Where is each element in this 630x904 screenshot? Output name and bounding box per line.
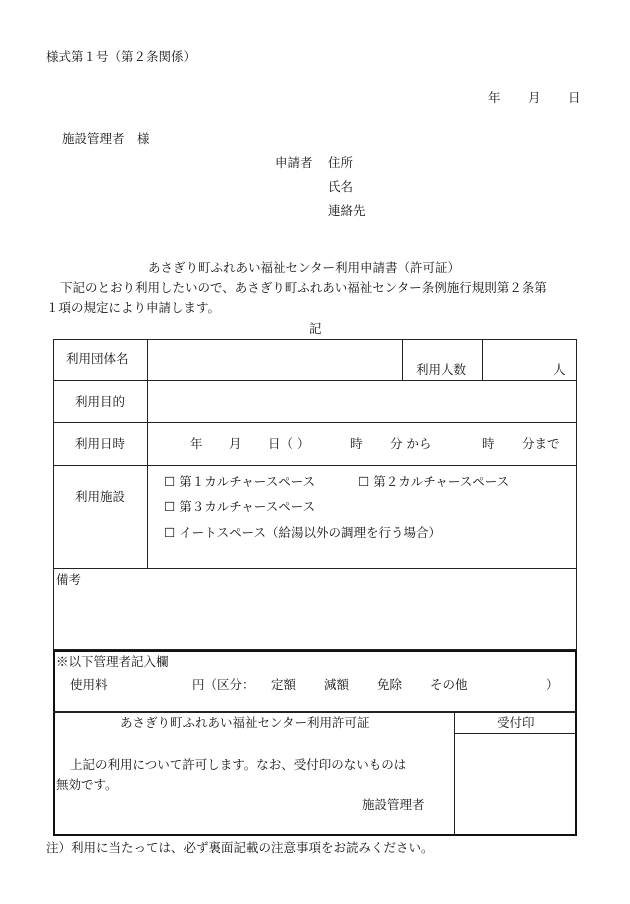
dt-end-min: 分まで (522, 436, 560, 451)
facility-option-label: イートスペース（給湯以外の調理を行う場合） (179, 525, 441, 540)
fee-option-exempt[interactable]: 免除 (377, 677, 403, 692)
facility-option-label: 第１カルチャースペース (179, 474, 316, 489)
row-divider (53, 568, 577, 569)
fee-label: 使用料 (70, 677, 108, 692)
facility-label: 利用施設 (75, 489, 126, 504)
permit-text-line2: 無効です。 (56, 777, 118, 792)
permit-title: あさぎり町ふれあい福祉センター利用許可証 (120, 715, 370, 730)
addressee: 施設管理者 様 (62, 131, 150, 146)
datetime-label: 利用日時 (75, 436, 126, 451)
fee-unit: 円（区分： (192, 677, 255, 692)
applicant-address-label: 住所 (328, 155, 354, 170)
permit-text-line1: 上記の利用について許可します。なお、受付印のないものは (70, 757, 407, 772)
group-name-label: 利用団体名 (66, 351, 129, 366)
facility-option-4[interactable] (164, 527, 441, 540)
count-label: 利用人数 (416, 362, 467, 377)
intro-text-line1: 下記のとおり利用したいので、あさぎり町ふれあい福祉センター条例施行規則第２条第 (60, 280, 547, 295)
remarks-field[interactable] (54, 590, 576, 648)
dt-start-min: 分 から (390, 436, 432, 451)
dt-end-hour: 時 (482, 436, 495, 451)
checkbox-icon[interactable]: ☐ (358, 474, 370, 489)
group-name-field[interactable] (148, 340, 401, 380)
fee-close-paren: ） (546, 677, 559, 692)
stamp-label: 受付印 (497, 715, 535, 730)
row-divider (53, 465, 577, 466)
applicant-name-label: 氏名 (328, 179, 354, 194)
facility-option-1[interactable] (164, 476, 315, 489)
ki-label: 記 (309, 321, 322, 336)
dt-year: 年 (190, 436, 203, 451)
facility-option-3[interactable] (164, 501, 315, 514)
checkbox-icon[interactable]: ☐ (164, 525, 176, 540)
remarks-label: 備考 (56, 572, 82, 587)
admin-header: ※以下管理者記入欄 (56, 654, 169, 669)
form-number: 様式第１号（第２条関係） (46, 49, 197, 64)
purpose-label: 利用目的 (75, 394, 126, 409)
date-year-label: 年 (488, 90, 501, 105)
footer-note: 注）利用に当たっては、必ず裏面記載の注意事項をお読みください。 (46, 840, 434, 855)
count-unit: 人 (553, 362, 566, 377)
reception-stamp-area[interactable] (455, 734, 576, 835)
checkbox-icon[interactable]: ☐ (164, 499, 176, 514)
fee-option-fixed[interactable]: 定額 (271, 677, 297, 692)
permit-divider (53, 711, 577, 713)
dt-day: 日（ ） (268, 436, 310, 451)
checkbox-icon[interactable]: ☐ (164, 474, 176, 489)
applicant-contact-label: 連絡先 (328, 203, 366, 218)
fee-option-other[interactable]: その他 (430, 677, 468, 692)
intro-text-line2: １項の規定により申請します。 (46, 300, 221, 315)
document-title: あさぎり町ふれあい福祉センター利用申請書（許可証） (148, 260, 461, 275)
date-day-label: 日 (568, 90, 581, 105)
count-column-divider (402, 339, 403, 380)
facility-option-2[interactable] (358, 476, 509, 489)
applicant-label: 申請者 (275, 155, 313, 170)
fee-option-reduced[interactable]: 減額 (324, 677, 350, 692)
facility-option-label: 第２カルチャースペース (373, 474, 510, 489)
dt-month: 月 (229, 436, 242, 451)
row-divider (53, 422, 577, 423)
date-month-label: 月 (528, 90, 541, 105)
facility-option-label: 第３カルチャースペース (179, 499, 316, 514)
dt-start-hour: 時 (350, 436, 363, 451)
permit-signer: 施設管理者 (362, 797, 425, 812)
purpose-field[interactable] (148, 381, 576, 422)
